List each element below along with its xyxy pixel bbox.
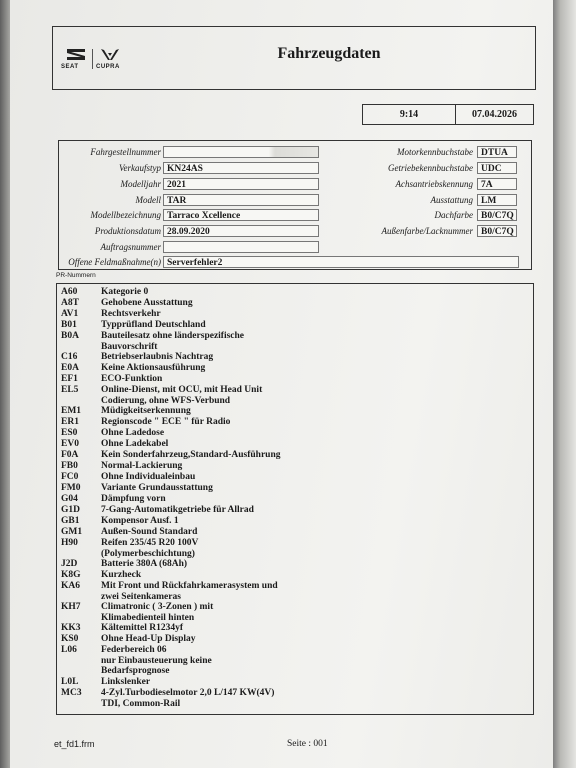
gearbox-code-field: UDC: [477, 162, 517, 174]
print-date: 07.04.2026: [472, 109, 517, 120]
open-field-label: Offene Feldmaßnahme(n): [68, 257, 161, 267]
pr-numbers-list: [56, 283, 534, 715]
pr-description: Dämpfung vorn: [101, 494, 166, 504]
order-number-field: [163, 241, 319, 253]
pr-code: C16: [61, 352, 78, 362]
pr-description: Keine Aktionsausführung: [101, 363, 206, 373]
pr-description: ECO-Funktion: [101, 374, 163, 384]
pr-description: Variante Grundausstattung: [101, 483, 213, 493]
pr-description: Batterie 380A (68Ah): [101, 559, 188, 569]
pr-description: Ohne Ladekabel: [101, 439, 169, 449]
pr-description: Außen-Sound Standard: [101, 527, 198, 537]
pr-code: EL5: [61, 385, 79, 395]
pr-code: FC0: [61, 472, 79, 482]
axle-code-field: 7A: [477, 178, 517, 190]
pr-code: G04: [61, 494, 78, 504]
equipment-field: LM: [477, 194, 517, 206]
pr-code: AV1: [61, 309, 79, 319]
production-date-label: Produktionsdatum: [94, 226, 161, 236]
model-year-field: 2021: [163, 178, 319, 190]
pr-description: Federbereich 06 nur Einbausteuerung keine Bedarfsprognose: [101, 645, 212, 676]
equipment-label: Ausstattung: [430, 195, 473, 205]
pr-code: A60: [61, 287, 78, 297]
pr-code: H90: [61, 538, 78, 548]
model-field: TAR: [163, 194, 319, 206]
background-edge-right: [552, 0, 576, 768]
print-time: 9:14: [363, 105, 456, 124]
open-field-value: Serverfehler2: [163, 256, 519, 268]
pr-description: Kältemittel R1234yf: [101, 623, 184, 633]
pr-description: Kurzheck: [101, 570, 142, 580]
pr-description: Gehobene Ausstattung: [101, 298, 193, 308]
background-edge-left: [0, 0, 10, 768]
pr-description: Kategorie 0: [101, 287, 149, 297]
model-name-field: Tarraco Xcellence: [163, 209, 319, 221]
pr-description: Ohne Head-Up Display: [101, 634, 196, 644]
roof-color-label: Dachfarbe: [434, 210, 473, 220]
exterior-color-label: Außenfarbe/Lacknummer: [381, 226, 473, 236]
pr-code: FB0: [61, 461, 78, 471]
pr-code: J2D: [61, 559, 78, 569]
seat-wordmark: SEAT: [61, 64, 79, 70]
engine-code-field: DTUA: [477, 146, 517, 158]
sales-type-field: KN24AS: [163, 162, 319, 174]
pr-description: Regionscode " ECE " für Radio: [101, 417, 231, 427]
pr-description: Mit Front und Rückfahrkamerasystem und zwei Seitenkameras: [101, 581, 278, 602]
roof-color-field: B0/C7Q: [477, 209, 517, 221]
pr-code: L0L: [61, 677, 79, 687]
pr-code: ER1: [61, 417, 79, 427]
pr-description: Kein Sonderfahrzeug,Standard-Ausführung: [101, 450, 281, 460]
engine-code-label: Motorkennbuchstabe: [397, 147, 473, 157]
pr-description: Bauteilesatz ohne länderspezifische Bauvorschrift: [101, 331, 245, 352]
pr-code: G1D: [61, 505, 80, 515]
pr-section-label: PR-Nummern: [56, 272, 96, 279]
pr-description: Online-Dienst, mit OCU, mit Head Unit Codierung, ohne WFS-Verbund: [101, 385, 263, 406]
pr-code: EM1: [61, 406, 82, 416]
pr-code: F0A: [61, 450, 79, 460]
pr-code: FM0: [61, 483, 81, 493]
pr-description: Ohne Individualeinbau: [101, 472, 196, 482]
pr-description: Typprüfland Deutschland: [101, 320, 206, 330]
pr-description: Linkslenker: [101, 677, 151, 687]
document-header: [52, 26, 536, 90]
model-name-label: Modellbezeichnung: [90, 210, 161, 220]
pr-code: KS0: [61, 634, 79, 644]
footer-filename: et_fd1.frm: [54, 739, 95, 749]
timestamp-box: [362, 104, 534, 125]
vin-field: [163, 146, 319, 158]
gearbox-code-label: Getriebekennbuchstabe: [388, 163, 473, 173]
pr-code: GM1: [61, 527, 83, 537]
pr-code: ES0: [61, 428, 78, 438]
cupra-wordmark: CUPRA: [96, 64, 120, 70]
pr-description: Rechtsverkehr: [101, 309, 161, 319]
production-date-field: 28.09.2020: [163, 225, 319, 237]
pr-code: K8G: [61, 570, 81, 580]
pr-code: MC3: [61, 688, 82, 698]
pr-description: 7-Gang-Automatikgetriebe für Allrad: [101, 505, 254, 515]
pr-code: EF1: [61, 374, 78, 384]
page-number: Seite : 001: [287, 739, 328, 749]
pr-description: Reifen 235/45 R20 100V (Polymerbeschichtung): [101, 538, 199, 559]
model-year-label: Modelljahr: [120, 179, 161, 189]
sales-type-label: Verkaufstyp: [119, 163, 161, 173]
pr-code: E0A: [61, 363, 79, 373]
pr-code: KH7: [61, 602, 81, 612]
pr-description: Ohne Ladedose: [101, 428, 165, 438]
pr-code: KA6: [61, 581, 80, 591]
pr-code: B01: [61, 320, 77, 330]
pr-description: Normal-Lackierung: [101, 461, 183, 471]
pr-code: EV0: [61, 439, 79, 449]
pr-description: Kompensor Ausf. 1: [101, 516, 179, 526]
pr-code: B0A: [61, 331, 79, 341]
pr-description: Climatronic ( 3-Zonen ) mit Klimabedienteil hinten: [101, 602, 214, 623]
pr-code: GB1: [61, 516, 80, 526]
pr-code: A8T: [61, 298, 79, 308]
order-number-label: Auftragsnummer: [100, 242, 161, 252]
exterior-color-field: B0/C7Q: [477, 225, 517, 237]
pr-description: 4-Zyl.Turbodieselmotor 2,0 L/147 KW(4V) TDI, Common-Rail: [101, 688, 275, 709]
pr-description: Müdigkeitserkennung: [101, 406, 191, 416]
model-label: Modell: [135, 195, 161, 205]
axle-code-label: Achsantriebskennung: [395, 179, 473, 189]
page-title: Fahrzeugdaten: [277, 45, 381, 62]
vehicle-info-box: [58, 140, 532, 270]
vin-label: Fahrgestellnummer: [90, 147, 161, 157]
pr-code: L06: [61, 645, 77, 655]
pr-code: KK3: [61, 623, 81, 633]
pr-description: Betriebserlaubnis Nachtrag: [101, 352, 214, 362]
